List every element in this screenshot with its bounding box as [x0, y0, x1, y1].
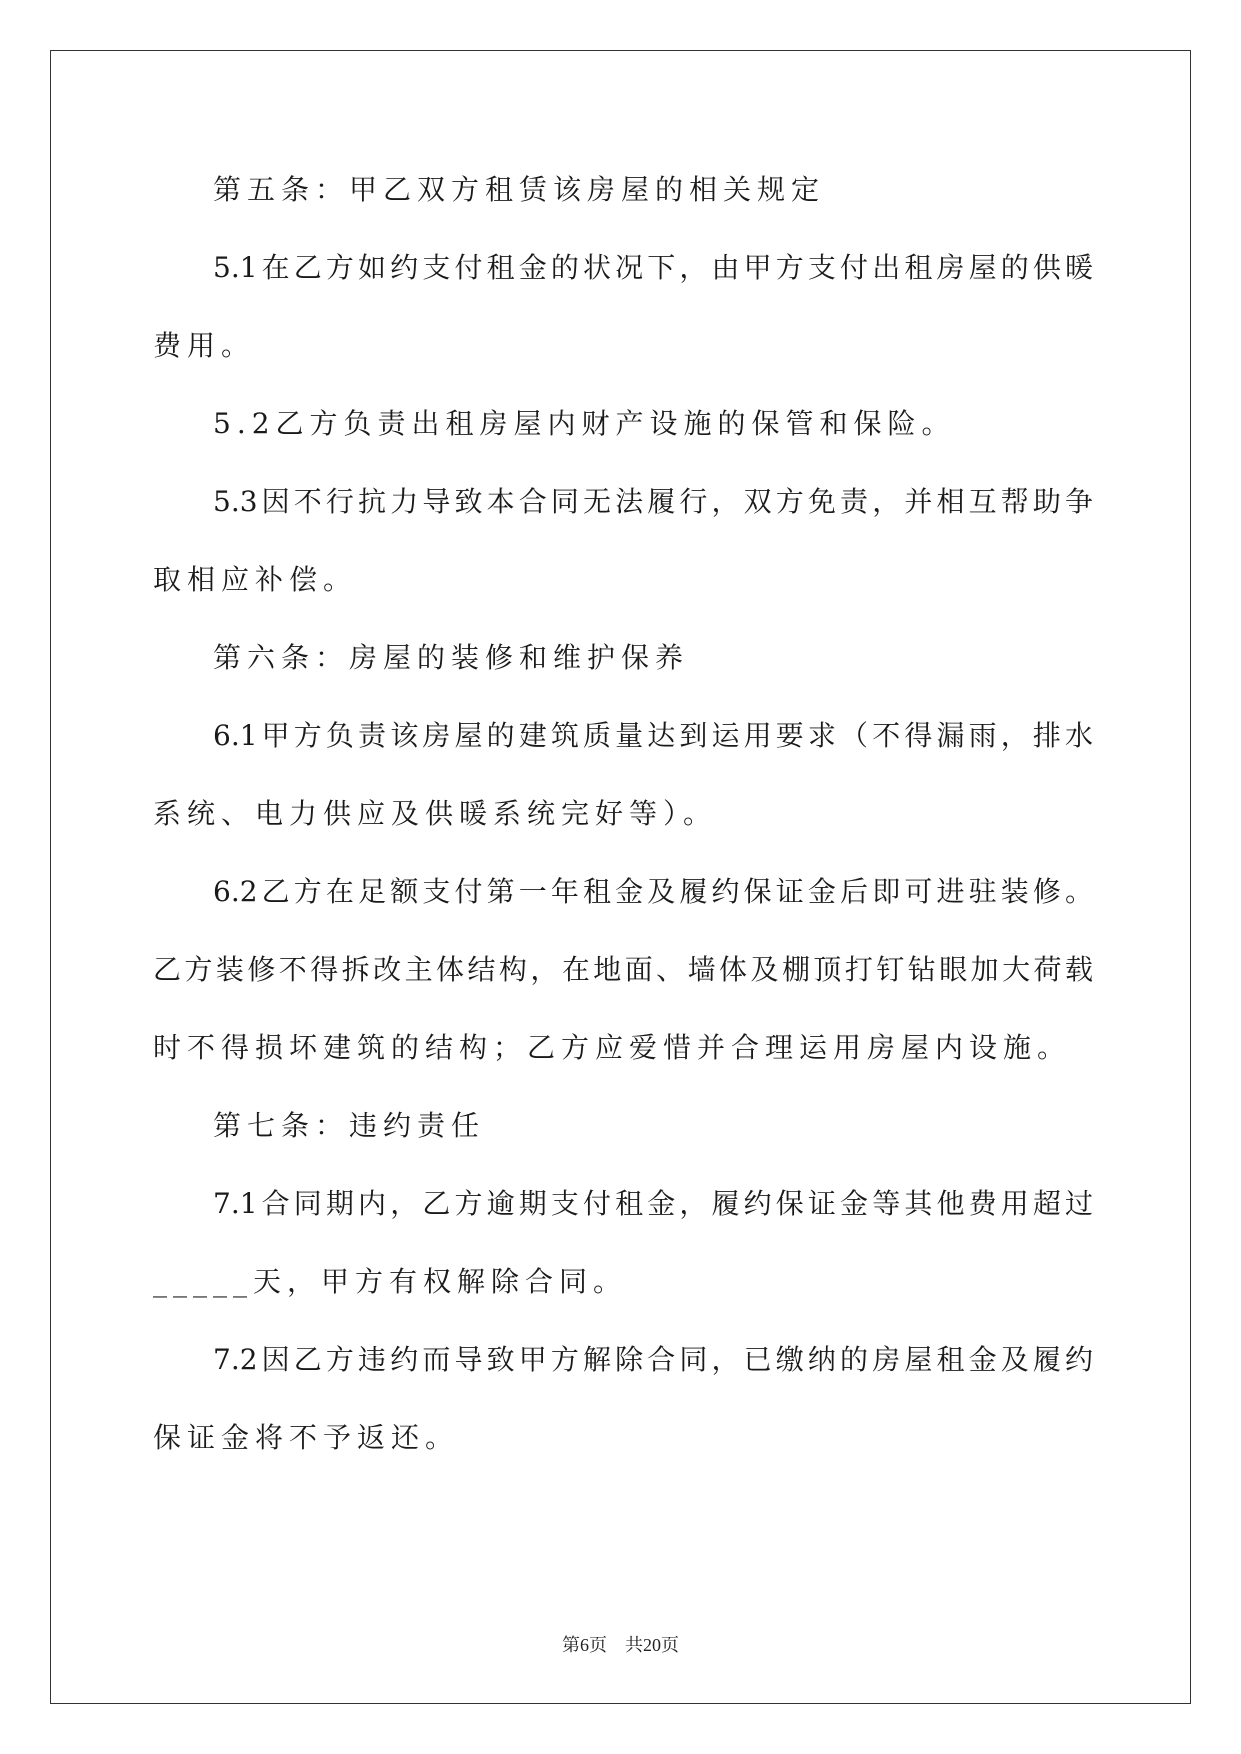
article-heading-6: 第六条：房屋的装修和维护保养	[213, 641, 690, 674]
total-prefix: 共	[625, 1635, 643, 1656]
page-suffix: 页	[589, 1635, 607, 1656]
article-heading-5: 第五条：甲乙双方租赁该房屋的相关规定	[213, 173, 826, 206]
clause-5-3-line-1: 5.3因不行抗力导致本合同无法履行，双方免责，并相互帮助争	[213, 485, 1093, 518]
clause-6-1-line-1: 6.1甲方负责该房屋的建筑质量达到运用要求（不得漏雨，排水	[213, 719, 1093, 752]
clause-6-2-line-1: 6.2乙方在足额支付第一年租金及履约保证金后即可进驻装修。	[213, 875, 1093, 908]
page-number: 6	[580, 1635, 589, 1655]
clause-5-2: 5.2乙方负责出租房屋内财产设施的保管和保险。	[213, 407, 956, 440]
page-footer	[0, 1633, 1241, 1658]
clause-7-1-line-1: 7.1合同期内，乙方逾期支付租金，履约保证金等其他费用超过	[213, 1187, 1093, 1220]
total-pages: 20	[643, 1635, 661, 1655]
clause-6-1-line-2: 系统、电力供应及供暖系统完好等）。	[153, 797, 718, 830]
clause-5-3-line-2: 取相应补偿。	[153, 563, 358, 596]
clause-7-2-line-1: 7.2因乙方违约而导致甲方解除合同，已缴纳的房屋租金及履约	[213, 1343, 1093, 1376]
page-prefix: 第	[562, 1635, 580, 1656]
clause-7-2-line-2: 保证金将不予返还。	[153, 1421, 460, 1454]
clause-7-1-line-2: _____天，甲方有权解除合同。	[153, 1265, 628, 1298]
clause-6-2-line-2: 乙方装修不得拆改主体结构，在地面、墙体及棚顶打钉钻眼加大荷载	[153, 953, 1093, 986]
total-suffix: 页	[661, 1635, 679, 1656]
clause-5-1-line-1: 5.1在乙方如约支付租金的状况下，由甲方支付出租房屋的供暖	[213, 251, 1093, 284]
clause-5-1-line-2: 费用。	[153, 329, 256, 362]
article-heading-7: 第七条：违约责任	[213, 1109, 486, 1142]
clause-6-2-line-3: 时不得损坏建筑的结构；乙方应爱惜并合理运用房屋内设施。	[153, 1031, 1072, 1064]
